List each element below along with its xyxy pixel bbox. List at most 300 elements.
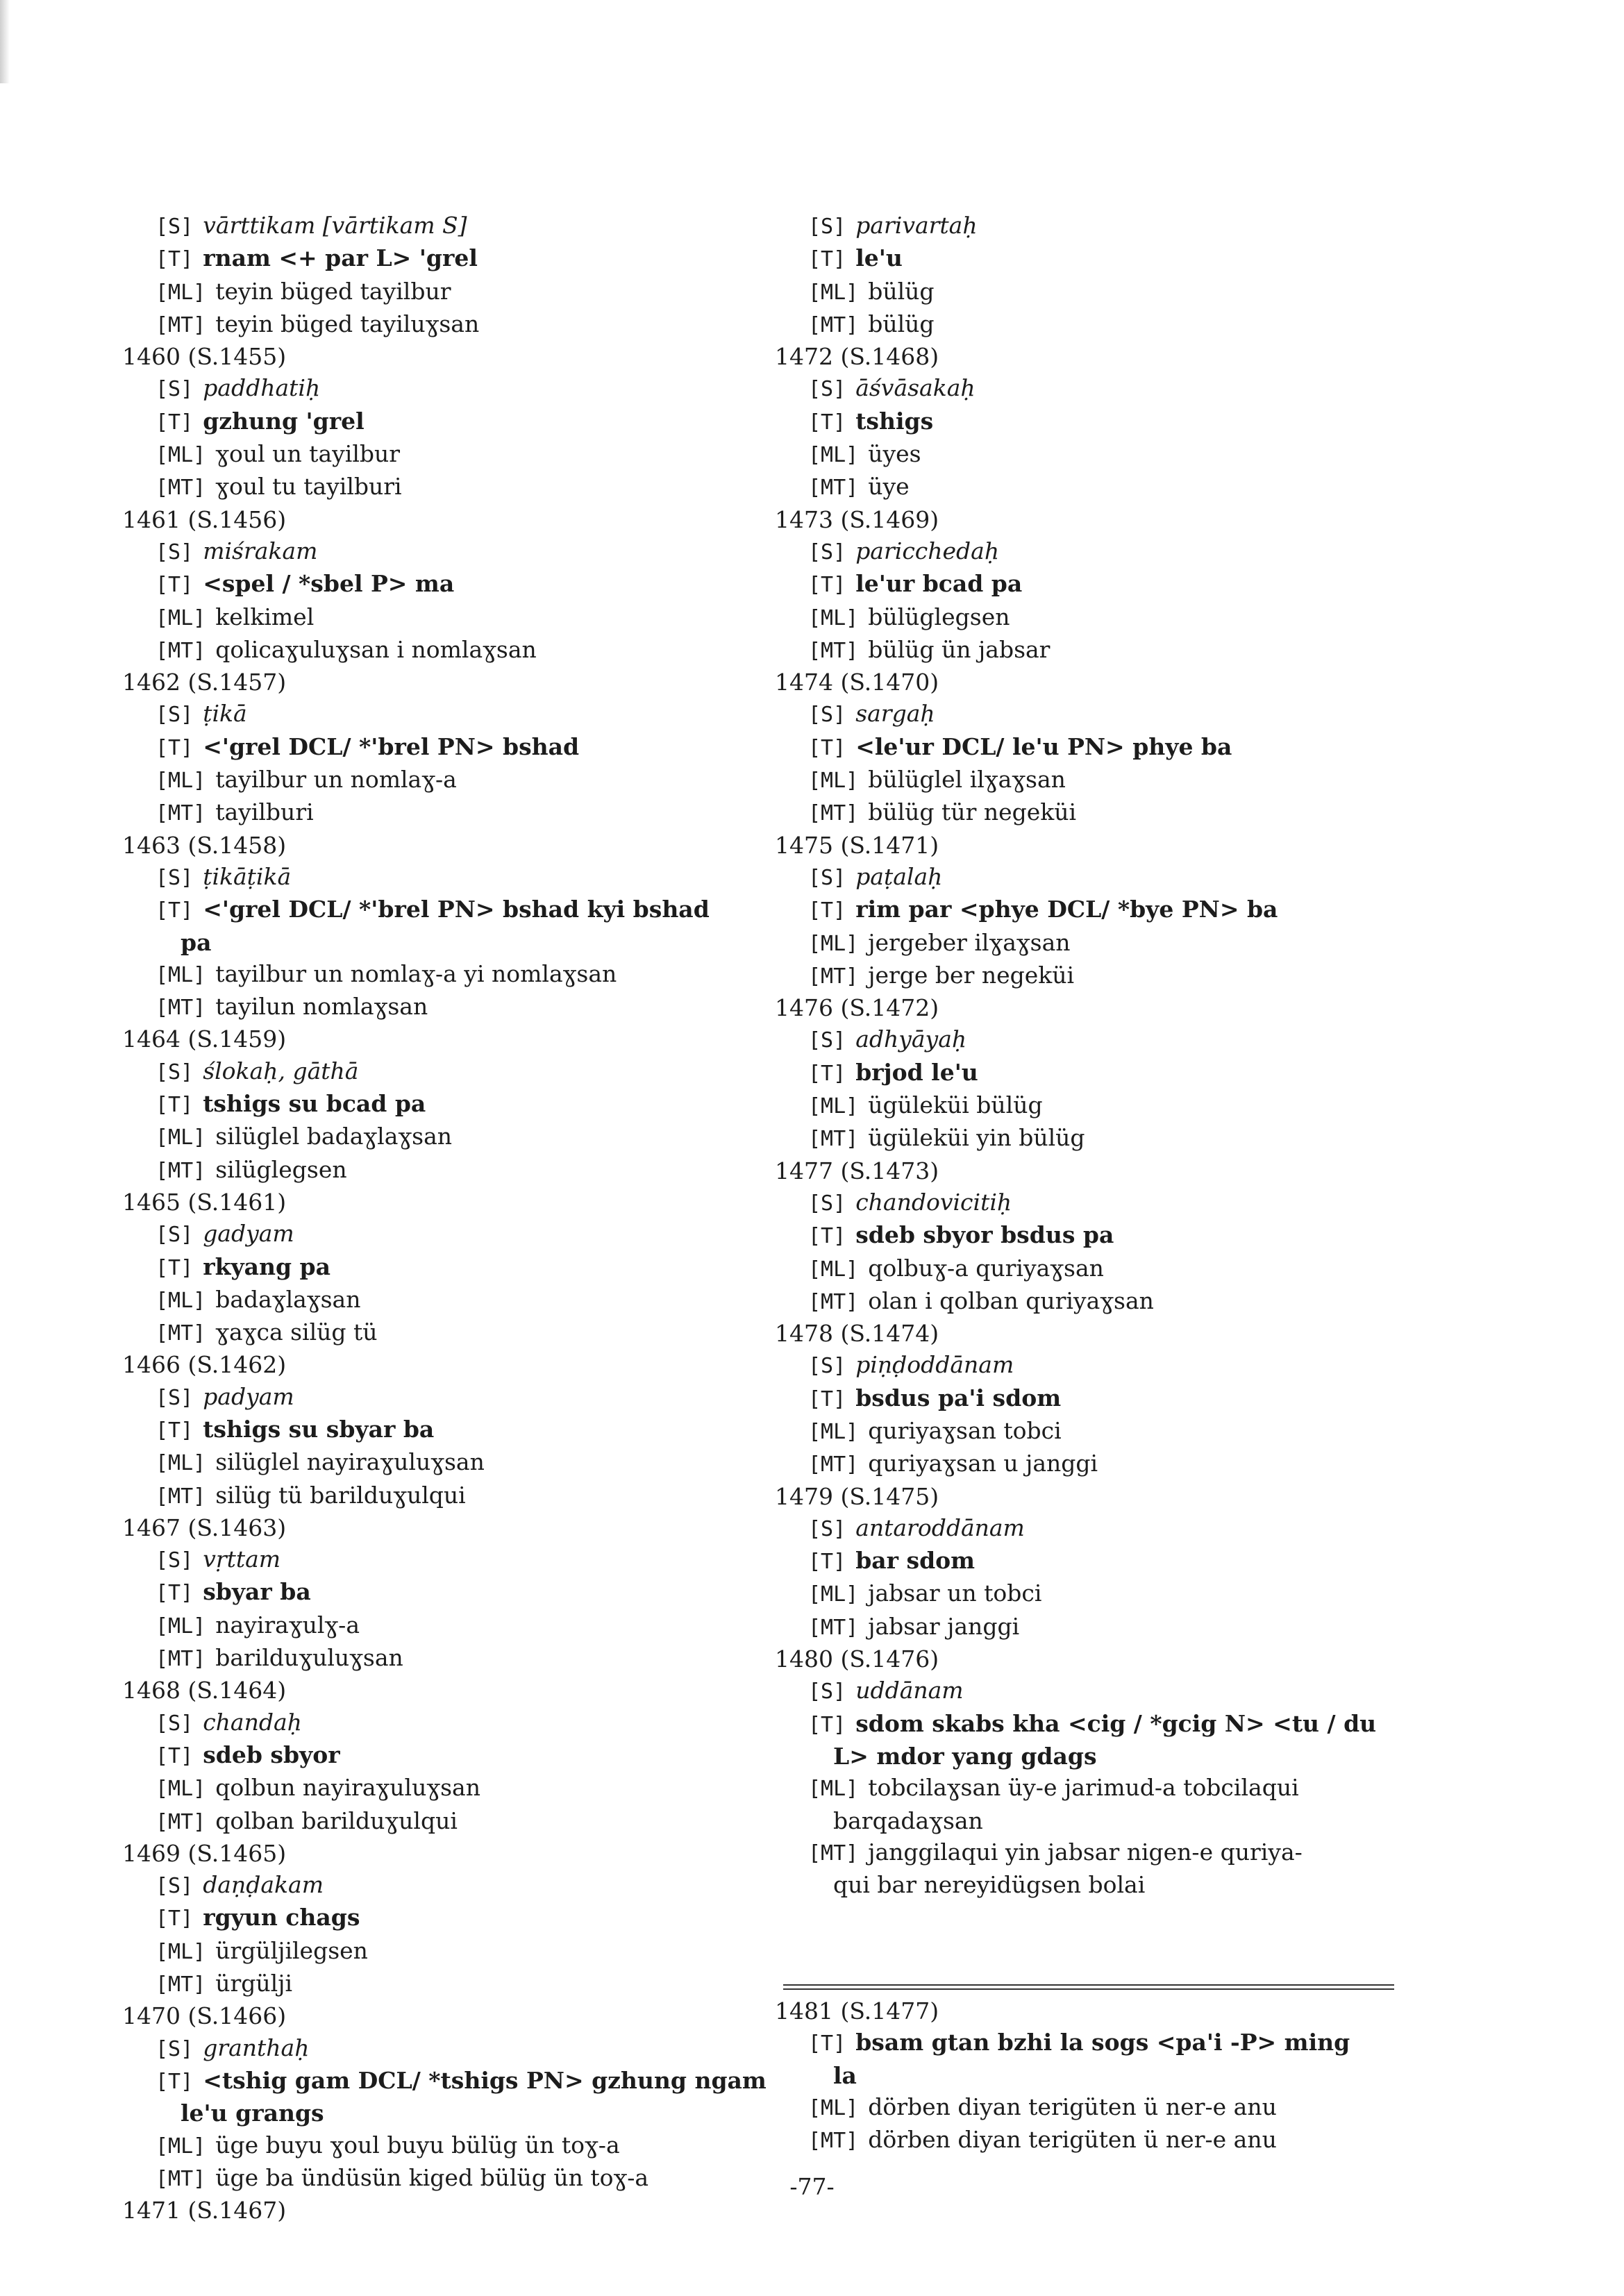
gloss-line [775, 1708, 1414, 1741]
language-tag: [MT] [156, 1809, 206, 1834]
language-tag: [T] [808, 410, 846, 435]
language-tag: [S] [156, 703, 194, 728]
gloss-text: 1478 (S.1474) [775, 1320, 939, 1348]
language-tag: [T] [156, 1581, 194, 1606]
gloss-text: tshigs su sbyar ba [203, 1415, 435, 1443]
language-tag: [T] [156, 2069, 194, 2094]
gloss-text: 1463 (S.1458) [122, 831, 287, 859]
gloss-text: 1461 (S.1456) [122, 505, 287, 533]
language-tag: [S] [808, 215, 846, 239]
gloss-text: 1462 (S.1457) [122, 669, 287, 696]
continuation-line [122, 2097, 768, 2129]
gloss-text: 1474 (S.1470) [775, 669, 939, 696]
footnote-separator [783, 1984, 1394, 1990]
gloss-line [122, 1935, 768, 1968]
scan-edge-shadow [0, 0, 10, 83]
footnote-block [775, 1995, 1414, 2156]
gloss-line [122, 861, 768, 894]
language-tag: [S] [808, 539, 846, 564]
gloss-text: ṭikāṭikā [203, 862, 292, 890]
gloss-line [122, 1316, 768, 1349]
gloss-line [775, 1415, 1414, 1448]
gloss-line [122, 1480, 768, 1512]
entry-number [122, 1023, 768, 1055]
gloss-text: bar sdom [855, 1547, 976, 1575]
language-tag: [T] [808, 1386, 846, 1411]
gloss-line [775, 894, 1414, 926]
gloss-line [775, 601, 1414, 634]
gloss-text: 1465 (S.1461) [122, 1188, 287, 1216]
gloss-line [775, 1836, 1414, 1869]
language-tag: [ML] [808, 280, 859, 305]
gloss-line [775, 2124, 1414, 2156]
gloss-text: paricchedaḥ [855, 537, 1000, 564]
gloss-line [122, 2065, 768, 2097]
gloss-text: miśrakam [203, 537, 318, 564]
gloss-text: ɣaɣca silüg tü [215, 1318, 378, 1346]
language-tag: [T] [808, 1712, 846, 1737]
entry-number [775, 1995, 1414, 2027]
language-tag: [ML] [156, 769, 206, 794]
gloss-text: 1477 (S.1473) [775, 1157, 939, 1184]
language-tag: [ML] [156, 443, 206, 468]
gloss-line [775, 1772, 1414, 1804]
gloss-line [775, 861, 1414, 894]
gloss-line [122, 601, 768, 634]
gloss-text: rim par <phye DCL/ *bye PN> ba [855, 896, 1278, 923]
gloss-line [122, 796, 768, 829]
gloss-text: 1470 (S.1466) [122, 2002, 287, 2030]
language-tag: [T] [156, 1255, 194, 1280]
gloss-text: chandovicitiḥ [855, 1188, 1012, 1216]
language-tag: [MT] [156, 312, 206, 337]
language-tag: [ML] [156, 1451, 206, 1476]
gloss-text: 1468 (S.1464) [122, 1677, 287, 1704]
gloss-text: tayilbur un nomlaɣ-a yi nomlaɣsan [215, 960, 617, 987]
gloss-text: parivartaḥ [855, 212, 978, 239]
language-tag: [T] [808, 247, 846, 272]
language-tag: [T] [156, 735, 194, 760]
gloss-line [122, 372, 768, 405]
gloss-text: 1472 (S.1468) [775, 343, 939, 371]
gloss-text: sdeb sbyor bsdus pa [855, 1221, 1114, 1249]
gloss-text: nayiraɣulɣ-a [215, 1611, 360, 1639]
gloss-text: silüglegsen [215, 1155, 347, 1183]
gloss-line [775, 372, 1414, 405]
language-tag: [T] [156, 410, 194, 435]
gloss-text: antaroddānam [855, 1514, 1025, 1541]
gloss-text: ɣoul un tayilbur [215, 440, 401, 468]
gloss-text: piṇḍoddānam [855, 1351, 1014, 1379]
gloss-text: bülüglegsen [868, 603, 1010, 630]
continuation-line [775, 1741, 1414, 1772]
gloss-line [775, 960, 1414, 992]
gloss-text: rgyun chags [203, 1904, 360, 1932]
language-tag: [S] [808, 1354, 846, 1379]
left-column [122, 210, 768, 2226]
gloss-text: jabsar janggi [868, 1612, 1020, 1640]
gloss-text: badaɣlaɣsan [215, 1285, 361, 1313]
gloss-text: tayilburi [215, 798, 314, 826]
gloss-text: 1480 (S.1476) [775, 1645, 939, 1673]
gloss-line [122, 242, 768, 275]
language-tag: [S] [808, 703, 846, 728]
gloss-line [122, 568, 768, 601]
continuation-line [775, 2060, 1414, 2091]
language-tag: [T] [156, 1743, 194, 1768]
gloss-line [122, 1154, 768, 1187]
gloss-text: kelkimel [215, 603, 315, 630]
gloss-text: paddhatiḥ [203, 374, 321, 402]
page-number: -77- [789, 2173, 835, 2200]
gloss-line [775, 1057, 1414, 1089]
gloss-text: 1464 (S.1459) [122, 1025, 287, 1053]
language-tag: [ML] [808, 769, 859, 794]
language-tag: [MT] [808, 312, 859, 337]
language-tag: [S] [156, 1059, 194, 1084]
language-tag: [T] [156, 1093, 194, 1118]
language-tag: [MT] [808, 801, 859, 826]
gloss-text: dörben diyan terigüten ü ner-e anu [868, 2126, 1277, 2154]
language-tag: [MT] [156, 1321, 206, 1346]
gloss-text: bsdus pa'i sdom [855, 1384, 1062, 1411]
continuation-line [122, 927, 768, 958]
gloss-text: ślokaḥ, gāthā [203, 1057, 359, 1084]
gloss-text: qolbuɣ-a quriyaɣsan [868, 1254, 1104, 1282]
gloss-line [775, 1089, 1414, 1122]
gloss-line [122, 1772, 768, 1804]
gloss-text: ügüleküi bülüg [868, 1091, 1043, 1119]
gloss-line [122, 1414, 768, 1446]
language-tag: [S] [156, 1548, 194, 1573]
gloss-line [775, 796, 1414, 829]
gloss-text: <spel / *sbel P> ma [203, 570, 455, 598]
language-tag: [ML] [808, 1094, 859, 1119]
language-tag: [MT] [808, 1289, 859, 1314]
language-tag: [ML] [808, 2095, 859, 2120]
gloss-text: pa [181, 928, 212, 956]
gloss-line [122, 958, 768, 991]
gloss-line [775, 1285, 1414, 1318]
gloss-text: jerge ber negeküi [868, 961, 1075, 989]
gloss-text: tayilun nomlaɣsan [215, 993, 428, 1021]
gloss-line [122, 1805, 768, 1838]
gloss-line [122, 471, 768, 503]
gloss-line [775, 1675, 1414, 1707]
gloss-line [775, 698, 1414, 730]
language-tag: [MT] [156, 1484, 206, 1509]
gloss-text: 1473 (S.1469) [775, 505, 939, 533]
gloss-line [775, 1349, 1414, 1382]
language-tag: [ML] [156, 1939, 206, 1964]
gloss-line [775, 242, 1414, 275]
gloss-text: olan i qolban quriyaɣsan [868, 1287, 1154, 1314]
gloss-text: tshigs su bcad pa [203, 1090, 426, 1118]
language-tag: [MT] [156, 2166, 206, 2191]
entry-number [122, 341, 768, 372]
gloss-line [122, 308, 768, 341]
gloss-text: bülüg [868, 310, 935, 337]
language-tag: [ML] [156, 1125, 206, 1150]
language-tag: [T] [156, 898, 194, 923]
language-tag: [S] [156, 865, 194, 890]
gloss-text: rkyang pa [203, 1252, 331, 1280]
gloss-text: sdeb sbyor [203, 1741, 340, 1768]
gloss-text: bsam gtan bzhi la sogs <pa'i -P> ming [855, 2029, 1350, 2056]
gloss-text: barqadaɣsan [833, 1807, 983, 1834]
language-tag: [S] [156, 1874, 194, 1899]
language-tag: [S] [156, 2036, 194, 2061]
gloss-line [122, 1543, 768, 1576]
gloss-line [775, 1448, 1414, 1480]
gloss-line [775, 1577, 1414, 1610]
gloss-line [775, 1219, 1414, 1252]
gloss-line [122, 698, 768, 730]
gloss-line [122, 764, 768, 796]
language-tag: [MT] [808, 638, 859, 663]
entry-number [122, 1512, 768, 1543]
language-tag: [S] [808, 865, 846, 890]
gloss-text: vārttikam [vārtikam S] [203, 212, 467, 239]
gloss-text: ɣoul tu tayilburi [215, 473, 402, 501]
gloss-text: qui bar nereyidügsen bolai [833, 1871, 1146, 1899]
gloss-text: <'grel DCL/ *'brel PN> bshad [203, 732, 580, 760]
gloss-text: 1471 (S.1467) [122, 2197, 287, 2224]
entry-number [775, 992, 1414, 1023]
language-tag: [ML] [808, 1257, 859, 1282]
gloss-text: tobcilaɣsan üy-e jarimud-a tobcilaqui [868, 1774, 1299, 1802]
entry-number [122, 1838, 768, 1869]
entry-number [775, 504, 1414, 535]
gloss-line [122, 438, 768, 471]
gloss-text: 1466 (S.1462) [122, 1351, 287, 1379]
gloss-text: quriyaɣsan tobci [868, 1416, 1062, 1444]
gloss-line [122, 731, 768, 764]
language-tag: [MT] [156, 1158, 206, 1183]
gloss-line [775, 568, 1414, 601]
gloss-line [122, 1707, 768, 1739]
entry-number [122, 2000, 768, 2031]
gloss-line [122, 634, 768, 667]
gloss-text: brjod le'u [855, 1058, 978, 1086]
gloss-line [122, 535, 768, 568]
gloss-text: rnam <+ par L> 'grel [203, 244, 478, 272]
language-tag: [MT] [156, 801, 206, 826]
entry-number [122, 667, 768, 698]
entry-number [775, 341, 1414, 372]
language-tag: [S] [808, 377, 846, 402]
gloss-text: teyin büged tayiluɣsan [215, 310, 480, 337]
gloss-text: 1479 (S.1475) [775, 1482, 939, 1510]
language-tag: [T] [808, 735, 846, 760]
entry-number [775, 667, 1414, 698]
gloss-line [122, 1739, 768, 1772]
gloss-text: <'grel DCL/ *'brel PN> bshad kyi bshad [203, 896, 710, 923]
language-tag: [MT] [808, 476, 859, 501]
entry-number [122, 830, 768, 861]
gloss-text: barilduɣuluɣsan [215, 1644, 403, 1672]
gloss-text: üge ba ündüsün kiged bülüg ün toɣ-a [215, 2163, 649, 2191]
gloss-text: bülüg tür negeküi [868, 798, 1077, 826]
gloss-text: padyam [203, 1382, 294, 1410]
gloss-text: 1475 (S.1471) [775, 831, 939, 859]
language-tag: [MT] [808, 1452, 859, 1477]
gloss-text: üge buyu ɣoul buyu bülüg ün toɣ-a [215, 2131, 620, 2159]
gloss-line [122, 1121, 768, 1153]
gloss-text: granthaḥ [203, 2034, 310, 2061]
gloss-text: daṇḍakam [203, 1871, 324, 1899]
gloss-text: janggilaqui yin jabsar nigen-e quriya- [868, 1838, 1303, 1866]
gloss-line [775, 2091, 1414, 2124]
language-tag: [ML] [156, 2134, 206, 2159]
gloss-line [775, 1187, 1414, 1219]
gloss-text: qolicaɣuluɣsan i nomlaɣsan [215, 635, 537, 663]
gloss-text: ṭikā [203, 700, 247, 728]
gloss-text: sdom skabs kha <cig / *gcig N> <tu / du [855, 1709, 1377, 1737]
gloss-text: jabsar un tobci [868, 1579, 1042, 1607]
language-tag: [MT] [156, 1972, 206, 1997]
right-column [775, 210, 1414, 1900]
language-tag: [ML] [808, 1777, 859, 1802]
gloss-line [122, 894, 768, 926]
gloss-line [122, 1251, 768, 1284]
gloss-line [775, 731, 1414, 764]
language-tag: [MT] [808, 1615, 859, 1640]
entry-number [122, 1675, 768, 1706]
gloss-text: üyes [868, 440, 921, 468]
entry-number [775, 830, 1414, 861]
gloss-line [122, 1284, 768, 1316]
language-tag: [ML] [156, 1288, 206, 1313]
gloss-line [122, 2129, 768, 2162]
gloss-line [775, 1512, 1414, 1545]
gloss-text: 1481 (S.1477) [775, 1997, 939, 2025]
gloss-text: gzhung 'grel [203, 407, 365, 435]
gloss-line [775, 1023, 1414, 1056]
language-tag: [S] [156, 1385, 194, 1410]
gloss-text: ürgülji [215, 1970, 292, 1997]
language-tag: [S] [808, 1191, 846, 1216]
gloss-text: 1476 (S.1472) [775, 994, 939, 1022]
gloss-text: ürgüljilegsen [215, 1936, 368, 1964]
gloss-line [122, 1869, 768, 1902]
language-tag: [ML] [808, 443, 859, 468]
entry-number [122, 504, 768, 535]
gloss-text: 1460 (S.1455) [122, 343, 287, 371]
gloss-text: silüg tü barilduɣulqui [215, 1481, 466, 1509]
gloss-text: le'u grangs [181, 2100, 324, 2127]
gloss-line [122, 1088, 768, 1121]
gloss-text: tayilbur un nomlaɣ-a [215, 766, 457, 794]
gloss-text: paṭalaḥ [855, 862, 943, 890]
language-tag: [MT] [156, 638, 206, 663]
continuation-line [775, 1869, 1414, 1900]
language-tag: [S] [808, 1516, 846, 1541]
gloss-line [775, 276, 1414, 308]
gloss-line [122, 405, 768, 438]
gloss-line [122, 1902, 768, 1934]
gloss-line [122, 1576, 768, 1609]
gloss-line [122, 1446, 768, 1479]
gloss-text: silüglel nayiraɣuluɣsan [215, 1448, 485, 1476]
entry-number [122, 1187, 768, 1218]
language-tag: [MT] [808, 1127, 859, 1152]
language-tag: [ML] [156, 605, 206, 630]
gloss-text: bülüg [868, 277, 935, 305]
gloss-line [775, 438, 1414, 471]
language-tag: [T] [808, 1550, 846, 1575]
gloss-text: L> mdor yang gdags [833, 1742, 1097, 1770]
language-tag: [T] [808, 1224, 846, 1249]
gloss-line [775, 405, 1414, 438]
gloss-text: la [833, 2061, 857, 2089]
gloss-text: <tshig gam DCL/ *tshigs PN> gzhung ngam [203, 2066, 767, 2094]
language-tag: [S] [156, 215, 194, 239]
gloss-text: bülüg ün jabsar [868, 635, 1050, 663]
gloss-text: <le'ur DCL/ le'u PN> phye ba [855, 732, 1232, 760]
language-tag: [MT] [156, 996, 206, 1021]
gloss-text: silüglel badaɣlaɣsan [215, 1123, 453, 1150]
gloss-line [775, 764, 1414, 796]
entry-number [775, 1643, 1414, 1675]
language-tag: [ML] [156, 280, 206, 305]
language-tag: [ML] [808, 931, 859, 956]
gloss-text: qolbun nayiraɣuluɣsan [215, 1774, 480, 1802]
gloss-line [122, 210, 768, 242]
gloss-text: üye [868, 473, 910, 501]
language-tag: [T] [156, 1907, 194, 1932]
gloss-text: tshigs [855, 407, 934, 435]
gloss-line [122, 1381, 768, 1414]
entry-number [122, 1349, 768, 1380]
language-tag: [ML] [156, 1614, 206, 1639]
language-tag: [T] [808, 573, 846, 598]
gloss-line [775, 1122, 1414, 1155]
gloss-text: dörben diyan terigüten ü ner-e anu [868, 2093, 1277, 2120]
language-tag: [S] [156, 377, 194, 402]
gloss-text: quriyaɣsan u janggi [868, 1450, 1098, 1477]
language-tag: [S] [808, 1679, 846, 1704]
gloss-line [122, 276, 768, 308]
language-tag: [S] [156, 1711, 194, 1736]
language-tag: [MT] [808, 964, 859, 989]
gloss-text: 1469 (S.1465) [122, 1839, 287, 1867]
gloss-line [775, 1545, 1414, 1577]
gloss-text: adhyāyaḥ [855, 1025, 967, 1053]
entry-number [775, 1318, 1414, 1349]
gloss-text: gadyam [203, 1220, 294, 1248]
gloss-text: sargaḥ [855, 700, 935, 728]
gloss-line [775, 210, 1414, 242]
entry-number [775, 1481, 1414, 1512]
continuation-line [775, 1805, 1414, 1836]
gloss-line [122, 991, 768, 1023]
gloss-line [775, 1252, 1414, 1285]
language-tag: [T] [156, 1418, 194, 1443]
gloss-text: 1467 (S.1463) [122, 1514, 287, 1541]
language-tag: [ML] [808, 1582, 859, 1607]
gloss-line [775, 927, 1414, 960]
gloss-text: vṛttam [203, 1545, 281, 1573]
language-tag: [T] [156, 247, 194, 272]
gloss-line [122, 1609, 768, 1642]
gloss-line [775, 471, 1414, 503]
gloss-line [775, 1611, 1414, 1643]
language-tag: [S] [156, 1223, 194, 1248]
gloss-text: sbyar ba [203, 1578, 311, 1606]
gloss-text: āśvāsakaḥ [855, 374, 976, 402]
language-tag: [MT] [808, 1841, 859, 1866]
